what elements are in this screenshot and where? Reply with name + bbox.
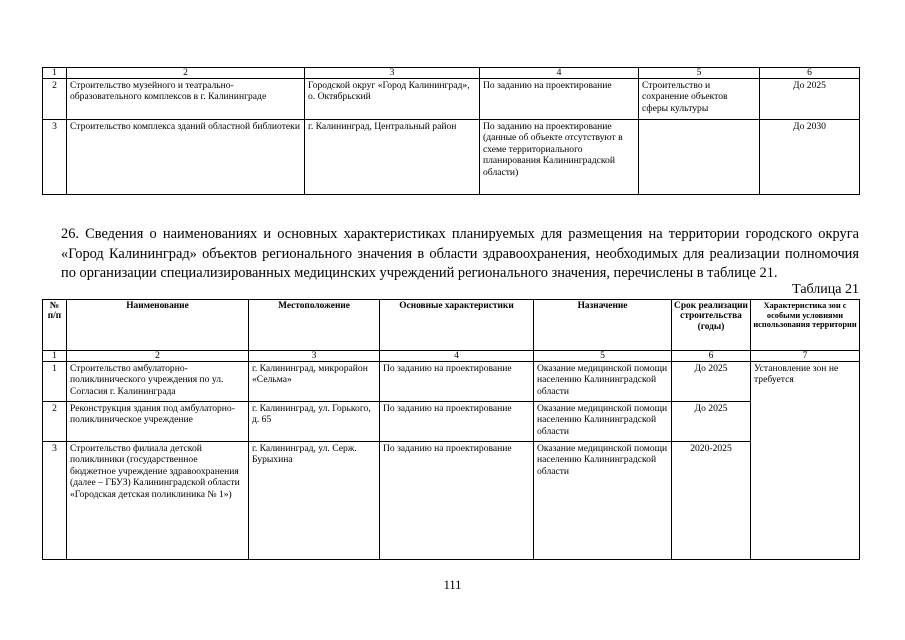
header-number: 7 bbox=[751, 351, 860, 362]
table-caption: Таблица 21 bbox=[792, 282, 859, 297]
header-number: 1 bbox=[43, 68, 67, 79]
header-location: Местоположение bbox=[249, 300, 380, 351]
row-term: До 2025 bbox=[672, 402, 751, 442]
row-name: Строительство комплекса зданий областной библиотеки bbox=[67, 120, 305, 195]
header-number: 1 bbox=[43, 351, 67, 362]
header-number: 6 bbox=[672, 351, 751, 362]
table-header-numbers bbox=[43, 68, 860, 79]
row-purpose: Оказание медицинской помощи населению Калининградской области bbox=[534, 402, 672, 442]
row-term: До 2025 bbox=[672, 362, 751, 402]
row-name: Строительство филиала детской поликлиники (государственное бюджетное учреждение здравоохранения (далее – ГБУЗ) Калининградской области «Городская детская поликлиника № 1») bbox=[67, 442, 249, 560]
row-term: До 2025 bbox=[760, 79, 860, 120]
table-row bbox=[43, 442, 860, 560]
row-location: г. Калининград, микрорайон «Сельма» bbox=[249, 362, 380, 402]
table-21 bbox=[42, 299, 860, 560]
table-header-numbers bbox=[43, 351, 860, 362]
header-number: 6 bbox=[760, 68, 860, 79]
header-characteristics: Основные характеристики bbox=[380, 300, 534, 351]
row-characteristics: По заданию на проектирование bbox=[380, 402, 534, 442]
header-term: Срок реализации строительства (годы) bbox=[672, 300, 751, 351]
row-location: г. Калининград, ул. Горького, д. 65 bbox=[249, 402, 380, 442]
header-purpose: Назначение bbox=[534, 300, 672, 351]
row-term: До 2030 bbox=[760, 120, 860, 195]
header-number: 2 bbox=[67, 351, 249, 362]
table-row bbox=[43, 402, 860, 442]
table-row bbox=[43, 120, 860, 195]
row-characteristics: По заданию на проектирование bbox=[380, 442, 534, 560]
row-name: Строительство музейного и театрально-образовательного комплексов в г. Калининграде bbox=[67, 79, 305, 120]
row-purpose: Оказание медицинской помощи населению Калининградской области bbox=[534, 442, 672, 560]
row-purpose: Строительство и сохранение объектов сферы культуры bbox=[639, 79, 760, 120]
header-zones: Характеристика зон с особыми условиями использования территории bbox=[751, 300, 860, 351]
header-number: 5 bbox=[534, 351, 672, 362]
row-characteristics: По заданию на проектирование (данные об объекте отсутствуют в схеме территориального планирования Калининградской области) bbox=[480, 120, 639, 195]
header-number: 5 bbox=[639, 68, 760, 79]
previous-table bbox=[42, 67, 860, 195]
header-number: 3 bbox=[249, 351, 380, 362]
header-number: 3 bbox=[305, 68, 480, 79]
header-number: 4 bbox=[480, 68, 639, 79]
row-characteristics: По заданию на проектирование bbox=[380, 362, 534, 402]
row-number: 2 bbox=[43, 402, 67, 442]
row-name: Реконструкция здания под амбулаторно-поликлиническое учреждение bbox=[67, 402, 249, 442]
row-name: Строительство амбулаторно-поликлинического учреждения по ул. Согласия г. Калининграда bbox=[67, 362, 249, 402]
table-row bbox=[43, 79, 860, 120]
row-purpose: Оказание медицинской помощи населению Калининградской области bbox=[534, 362, 672, 402]
row-purpose bbox=[639, 120, 760, 195]
section-paragraph: 26. Сведения о наименованиях и основных характеристиках планируемых для размещения на территории городского округа «Город Калининград» объектов регионального значения в области здравоохранения, необходимых для реализации полномочия по организации специализированных медицинских учреждений регионального значения, перечислены в таблице 21. bbox=[61, 226, 859, 281]
table-header bbox=[43, 300, 860, 351]
row-number: 3 bbox=[43, 442, 67, 560]
header-num: № п/п bbox=[43, 300, 67, 351]
page-number: 111 bbox=[443, 578, 462, 592]
header-number: 4 bbox=[380, 351, 534, 362]
row-number: 3 bbox=[43, 120, 67, 195]
row-location: Городской округ «Город Калининград», о. Октябрьский bbox=[305, 79, 480, 120]
row-location: г. Калининград, Центральный район bbox=[305, 120, 480, 195]
header-name: Наименование bbox=[67, 300, 249, 351]
row-number: 2 bbox=[43, 79, 67, 120]
header-number: 2 bbox=[67, 68, 305, 79]
table-row bbox=[43, 362, 860, 402]
row-number: 1 bbox=[43, 362, 67, 402]
row-characteristics: По заданию на проектирование bbox=[480, 79, 639, 120]
row-term: 2020-2025 bbox=[672, 442, 751, 560]
zones-cell: Установление зон не требуется bbox=[751, 362, 860, 560]
row-location: г. Калининград, ул. Серж. Бурыхина bbox=[249, 442, 380, 560]
